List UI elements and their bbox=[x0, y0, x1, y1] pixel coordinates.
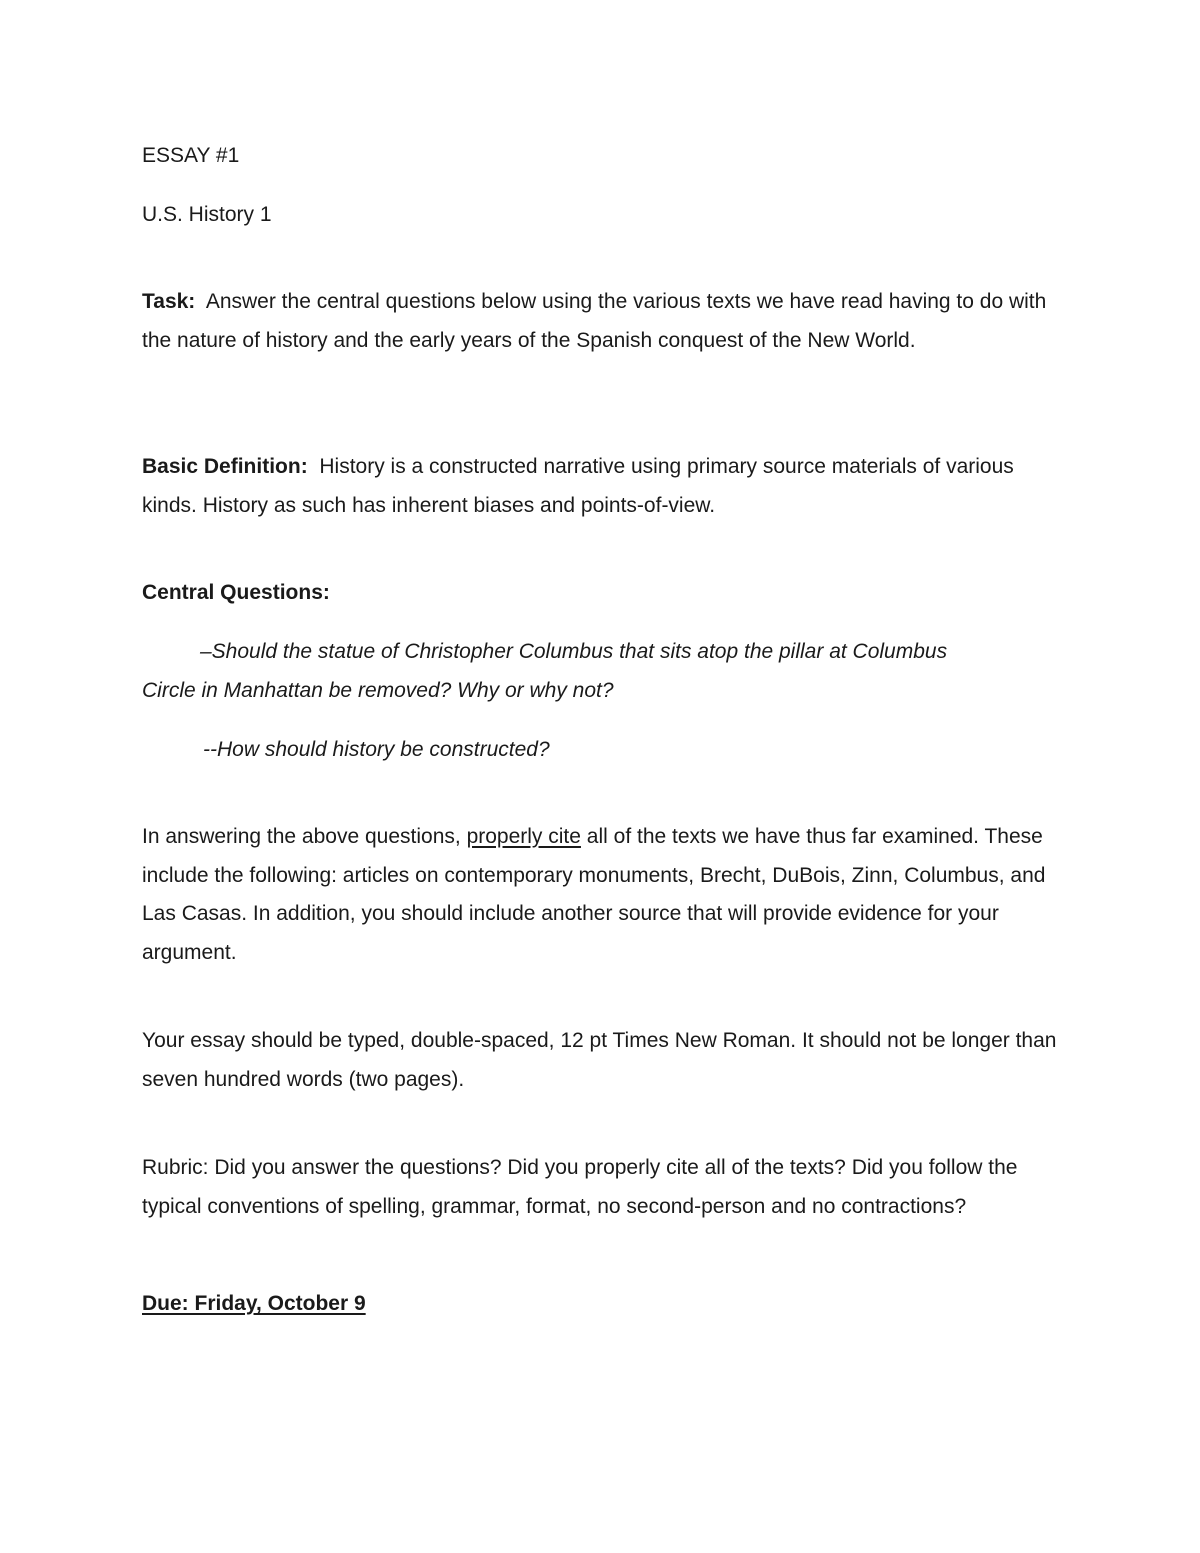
citation-paragraph bbox=[142, 818, 1062, 973]
definition-label: Basic Definition: bbox=[142, 455, 308, 478]
due-date: Due: Friday, October 9 bbox=[142, 1292, 366, 1315]
citation-text-before: In answering the above questions, bbox=[142, 825, 461, 848]
question-2: --How should history be constructed? bbox=[203, 738, 550, 761]
citation-text-after: all of the texts we have thus far examined. These include the following: articles on contemporary monuments, Brecht, DuBois, Zinn, Columbus, and Las Casas. In addition, you should include another source that will provide evidence for your argument. bbox=[142, 825, 1046, 965]
citation-emphasis: properly cite bbox=[466, 825, 581, 848]
task-label: Task: bbox=[142, 290, 196, 313]
definition-text: History is a constructed narrative using primary source materials of various kinds. History as such has inherent biases and points-of-view. bbox=[142, 455, 1014, 517]
format-text: Your essay should be typed, double-spaced, 12 pt Times New Roman. It should not be longer than seven hundred words (two pages). bbox=[142, 1029, 1057, 1091]
task-paragraph bbox=[142, 283, 1062, 360]
definition-paragraph bbox=[142, 448, 1062, 525]
format-paragraph bbox=[142, 1022, 1062, 1099]
rubric-paragraph bbox=[142, 1149, 1062, 1226]
rubric-text: Rubric: Did you answer the questions? Did you properly cite all of the texts? Did you follow the typical conventions of spelling, grammar, format, no second-person and no contractions? bbox=[142, 1156, 1018, 1218]
task-text: Answer the central questions below using the various texts we have read having to do with the nature of history and the early years of the Spanish conquest of the New World. bbox=[142, 290, 1047, 352]
question-1-line-2: Circle in Manhattan be removed? Why or why not? bbox=[142, 679, 614, 702]
essay-title: ESSAY #1 bbox=[142, 144, 240, 167]
question-1-line-1: –Should the statue of Christopher Columbus that sits atop the pillar at Columbus bbox=[200, 640, 948, 663]
course-name: U.S. History 1 bbox=[142, 203, 272, 226]
central-questions-heading: Central Questions: bbox=[142, 581, 330, 604]
